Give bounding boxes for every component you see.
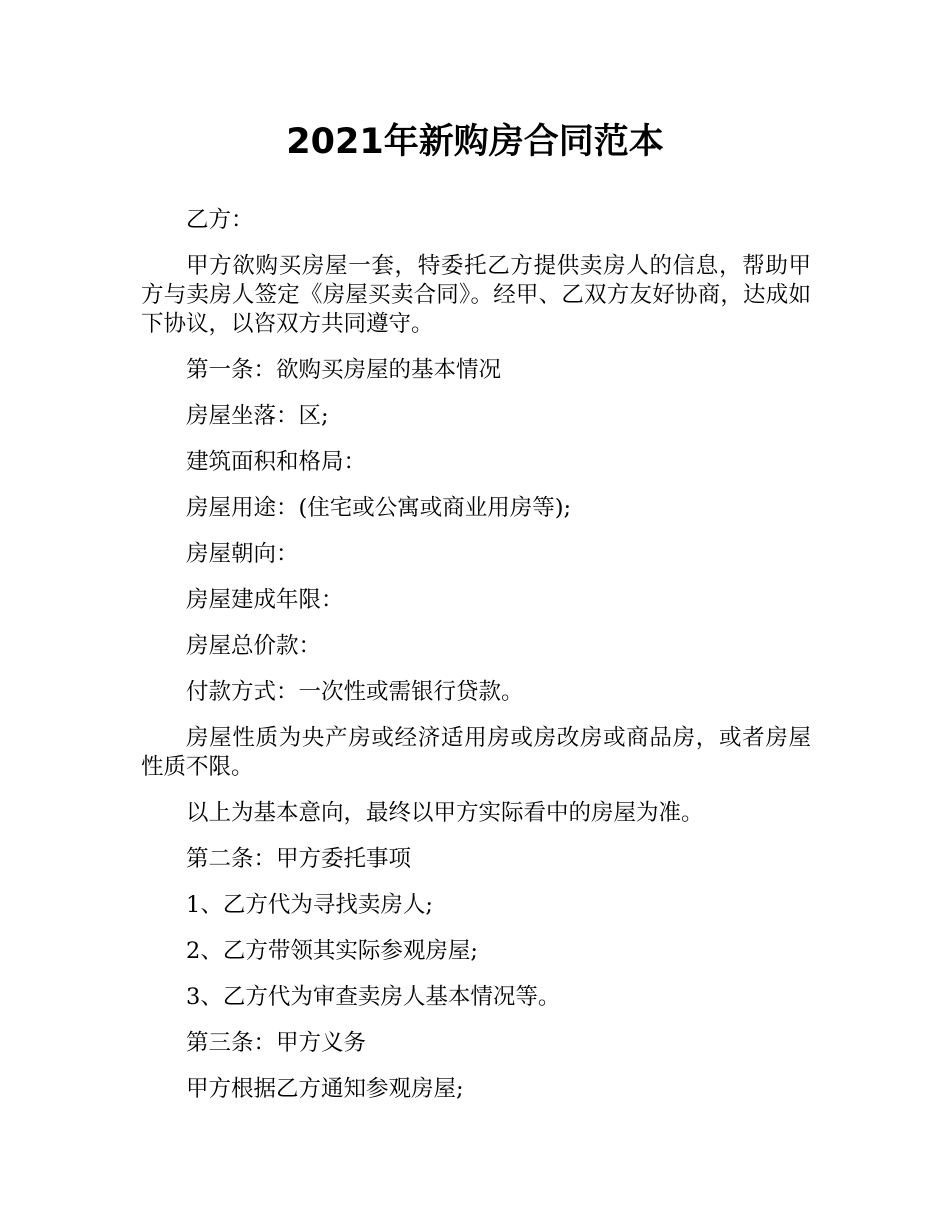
paragraph-basic-intent: 以上为基本意向，最终以甲方实际看中的房屋为准。: [186, 800, 704, 826]
article-2-heading: 第二条：甲方委托事项: [186, 846, 412, 872]
paragraph-party-a-duty: 甲方根据乙方通知参观房屋;: [186, 1076, 464, 1102]
document-title: 2021年新购房合同范本: [286, 122, 664, 162]
paragraph-location: 房屋坐落：区;: [186, 403, 329, 429]
list-item: 2、乙方带领其实际参观房屋;: [186, 938, 478, 964]
paragraph-orientation: 房屋朝向：: [186, 541, 299, 567]
list-item: 3、乙方代为审查卖房人基本情况等。: [186, 984, 561, 1010]
paragraph-area-layout: 建筑面积和格局：: [186, 449, 367, 475]
document-body: [141, 206, 811, 1121]
paragraph-intro: 甲方欲购买房屋一套，特委托乙方提供卖房人的信息，帮助甲方与卖房人签定《房屋买卖合同》。经甲、乙双方友好协商，达成如下协议，以咨双方共同遵守。: [141, 253, 811, 337]
paragraph-property-nature: 房屋性质为央产房或经济适用房或房改房或商品房，或者房屋性质不限。: [141, 725, 811, 780]
article-3-heading: 第三条：甲方义务: [186, 1030, 367, 1056]
paragraph-total-price: 房屋总价款：: [186, 633, 322, 659]
list-item: 1、乙方代为寻找卖房人;: [186, 892, 433, 918]
article-1-heading: 第一条：欲购买房屋的基本情况: [186, 357, 502, 383]
paragraph-build-year: 房屋建成年限：: [186, 587, 344, 613]
paragraph-usage: 房屋用途：(住宅或公寓或商业用房等);: [186, 495, 572, 521]
paragraph-party-b: 乙方：: [186, 207, 254, 233]
paragraph-payment-method: 付款方式：一次性或需银行贷款。: [186, 679, 524, 705]
